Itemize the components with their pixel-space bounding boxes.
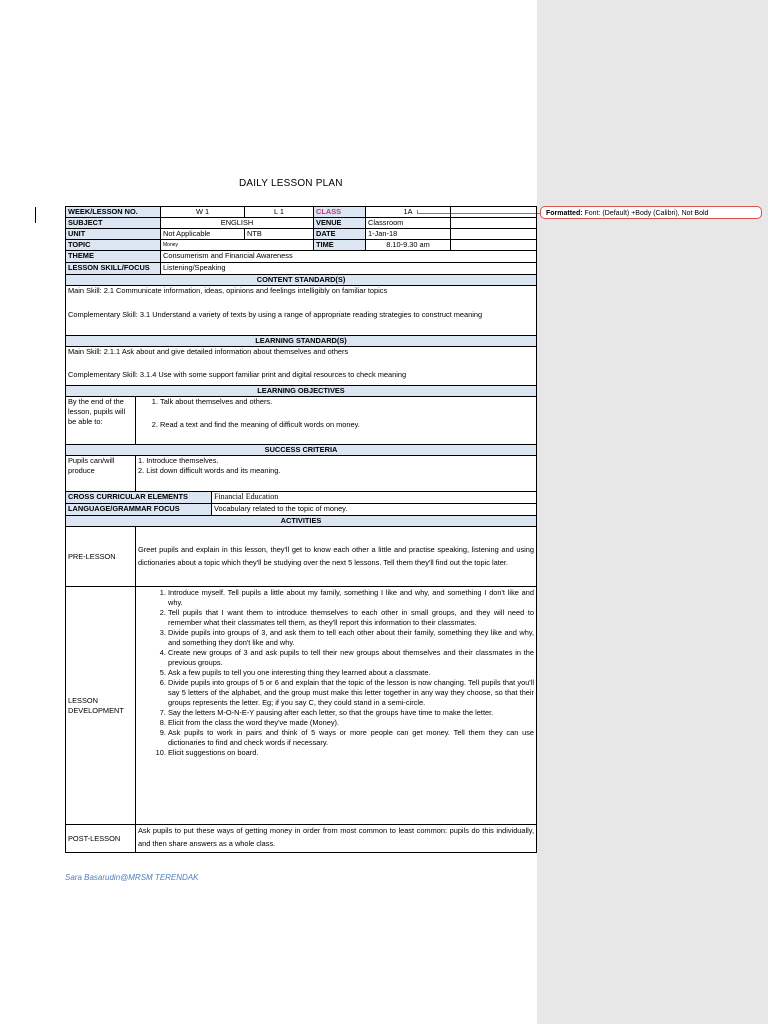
- lesson-development-body[interactable]: [136, 587, 537, 825]
- lesson-step-item: 5. Ask a few pupils to tell you one interesting thing they learned about a classmate.: [168, 668, 534, 678]
- content-main-skill: Main Skill: 2.1 Communicate information, ideas, opinions and feelings intelligibly on familiar topics: [68, 286, 388, 295]
- date-value[interactable]: 1-Jan-18: [366, 229, 451, 240]
- lesson-plan-table: [65, 206, 537, 853]
- theme-value[interactable]: Consumerism and Financial Awareness: [161, 251, 537, 263]
- week-label: WEEK/LESSON NO.: [66, 207, 161, 218]
- objective-item: 2. Read a text and find the meaning of difficult words on money.: [160, 420, 534, 430]
- lesson-step-item: 1. Introduce myself. Tell pupils a little about my family, something I like and why, and something I don't like and why.: [168, 588, 534, 608]
- learning-standard-body[interactable]: [66, 347, 537, 386]
- post-lesson-text[interactable]: Ask pupils to put these ways of getting money in order from most common to least common: pupils do this individually, and then share answers as a whole class.: [136, 825, 537, 853]
- language-focus-value[interactable]: Vocabulary related to the topic of money.: [212, 504, 537, 516]
- content-complementary-skill: Complementary Skill: 3.1 Understand a variety of texts by using a range of appropriate reading strategies to construct meaning: [68, 310, 483, 319]
- lesson-development-label: LESSON DEVELOPMENT: [66, 587, 136, 825]
- unit-secondary-value[interactable]: NTB: [245, 229, 314, 240]
- class-value[interactable]: 1A: [366, 207, 451, 218]
- cross-curricular-value[interactable]: Financial Education: [212, 492, 537, 504]
- activities-heading: ACTIVITIES: [66, 516, 537, 527]
- venue-value[interactable]: Classroom: [366, 218, 451, 229]
- topic-label: TOPIC: [66, 240, 161, 251]
- pre-lesson-text[interactable]: Greet pupils and explain in this lesson, they'll get to know each other a little and practise speaking, listening and using dictionaries about a topic which they'll be studying over the next 5 lessons. Tell them they'll find out the topic later.: [136, 527, 537, 587]
- success-heading: SUCCESS CRITERIA: [66, 445, 537, 456]
- success-item: 2. List down difficult words and its meaning.: [138, 466, 281, 475]
- lesson-step-item: 6. Divide pupils into groups of 5 or 6 and explain that the topic of the lesson is now changing. Tell pupils that you'll say 5 letters of the alphabet, and the group must make this letter together in any way they choose, so that their groups represents the letter. Eg; if you say C, they could stand in a semi-circle.: [168, 678, 534, 708]
- skill-value[interactable]: Listening/Speaking: [161, 263, 537, 275]
- empty-cell: [451, 229, 537, 240]
- cross-curricular-label: CROSS CURRICULAR ELEMENTS: [66, 492, 212, 504]
- skill-label: LESSON SKILL/FOCUS: [66, 263, 161, 275]
- class-label: CLASS: [314, 207, 366, 218]
- week-value[interactable]: W 1: [161, 207, 245, 218]
- unit-value[interactable]: Not Applicable: [161, 229, 245, 240]
- success-intro: Pupils can/will produce: [66, 456, 136, 492]
- theme-label: THEME: [66, 251, 161, 263]
- empty-cell: [451, 207, 537, 218]
- post-lesson-label: POST-LESSON: [66, 825, 136, 853]
- lesson-step-item: 8. Elicit from the class the word they've made (Money).: [168, 718, 534, 728]
- objectives-list: [138, 397, 534, 430]
- unit-label: UNIT: [66, 229, 161, 240]
- date-label: DATE: [314, 229, 366, 240]
- lesson-step-item: 7. Say the letters M-O-N-E-Y pausing after each letter, so that the groups have time to make the letter.: [168, 708, 534, 718]
- objective-item: 1. Talk about themselves and others.: [160, 397, 534, 407]
- objectives-intro: By the end of the lesson, pupils will be able to:: [66, 397, 136, 445]
- page-title: DAILY LESSON PLAN: [239, 178, 343, 189]
- time-label: TIME: [314, 240, 366, 251]
- pre-lesson-label: PRE-LESSON: [66, 527, 136, 587]
- lesson-step-item: 2. Tell pupils that I want them to introduce themselves to each other in small groups, and they will need to remember what their classmates tell them, as they'll report this information to their classmates.: [168, 608, 534, 628]
- lesson-step-item: 4. Create new groups of 3 and ask pupils to tell their new groups about themselves and their classmates in the previous groups.: [168, 648, 534, 668]
- learning-main-skill: Main Skill: 2.1.1 Ask about and give detailed information about themselves and others: [68, 347, 349, 356]
- subject-value[interactable]: ENGLISH: [161, 218, 314, 229]
- comment-margin-pane: [537, 0, 768, 1024]
- lesson-development-list: [138, 588, 534, 758]
- topic-value[interactable]: Money: [161, 240, 314, 251]
- text-cursor: [35, 207, 36, 223]
- comment-label: Formatted:: [546, 210, 583, 217]
- language-focus-label: LANGUAGE/GRAMMAR FOCUS: [66, 504, 212, 516]
- format-comment-balloon[interactable]: [540, 206, 762, 219]
- objectives-body[interactable]: [136, 397, 537, 445]
- subject-label: SUBJECT: [66, 218, 161, 229]
- lesson-step-item: 10. Elicit suggestions on board.: [168, 748, 534, 758]
- lesson-step-item: 9. Ask pupils to work in pairs and think of 5 ways or more people can get money. Tell them they can use dictionaries to find and check words if necessary.: [168, 728, 534, 748]
- success-item: 1. Introduce themselves.: [138, 456, 219, 465]
- empty-cell: [451, 218, 537, 229]
- learning-complementary-skill: Complementary Skill: 3.1.4 Use with some support familiar print and digital resources to check meaning: [68, 370, 407, 379]
- lesson-step-item: 3. Divide pupils into groups of 3, and ask them to tell each other about their family, something they like and why, and something they don't like and why.: [168, 628, 534, 648]
- empty-cell: [451, 240, 537, 251]
- content-standard-body[interactable]: [66, 286, 537, 336]
- learning-standard-heading: LEARNING STANDARD(S): [66, 336, 537, 347]
- document-footer: Sara Basarudin@MRSM TERENDAK: [65, 873, 199, 882]
- lesson-value[interactable]: L 1: [245, 207, 314, 218]
- venue-label: VENUE: [314, 218, 366, 229]
- objectives-heading: LEARNING OBJECTIVES: [66, 386, 537, 397]
- success-body[interactable]: [136, 456, 537, 492]
- content-standard-heading: CONTENT STANDARD(S): [66, 275, 537, 286]
- comment-text: Font: (Default) +Body (Calibri), Not Bold: [584, 210, 709, 217]
- time-value[interactable]: 8.10-9.30 am: [366, 240, 451, 251]
